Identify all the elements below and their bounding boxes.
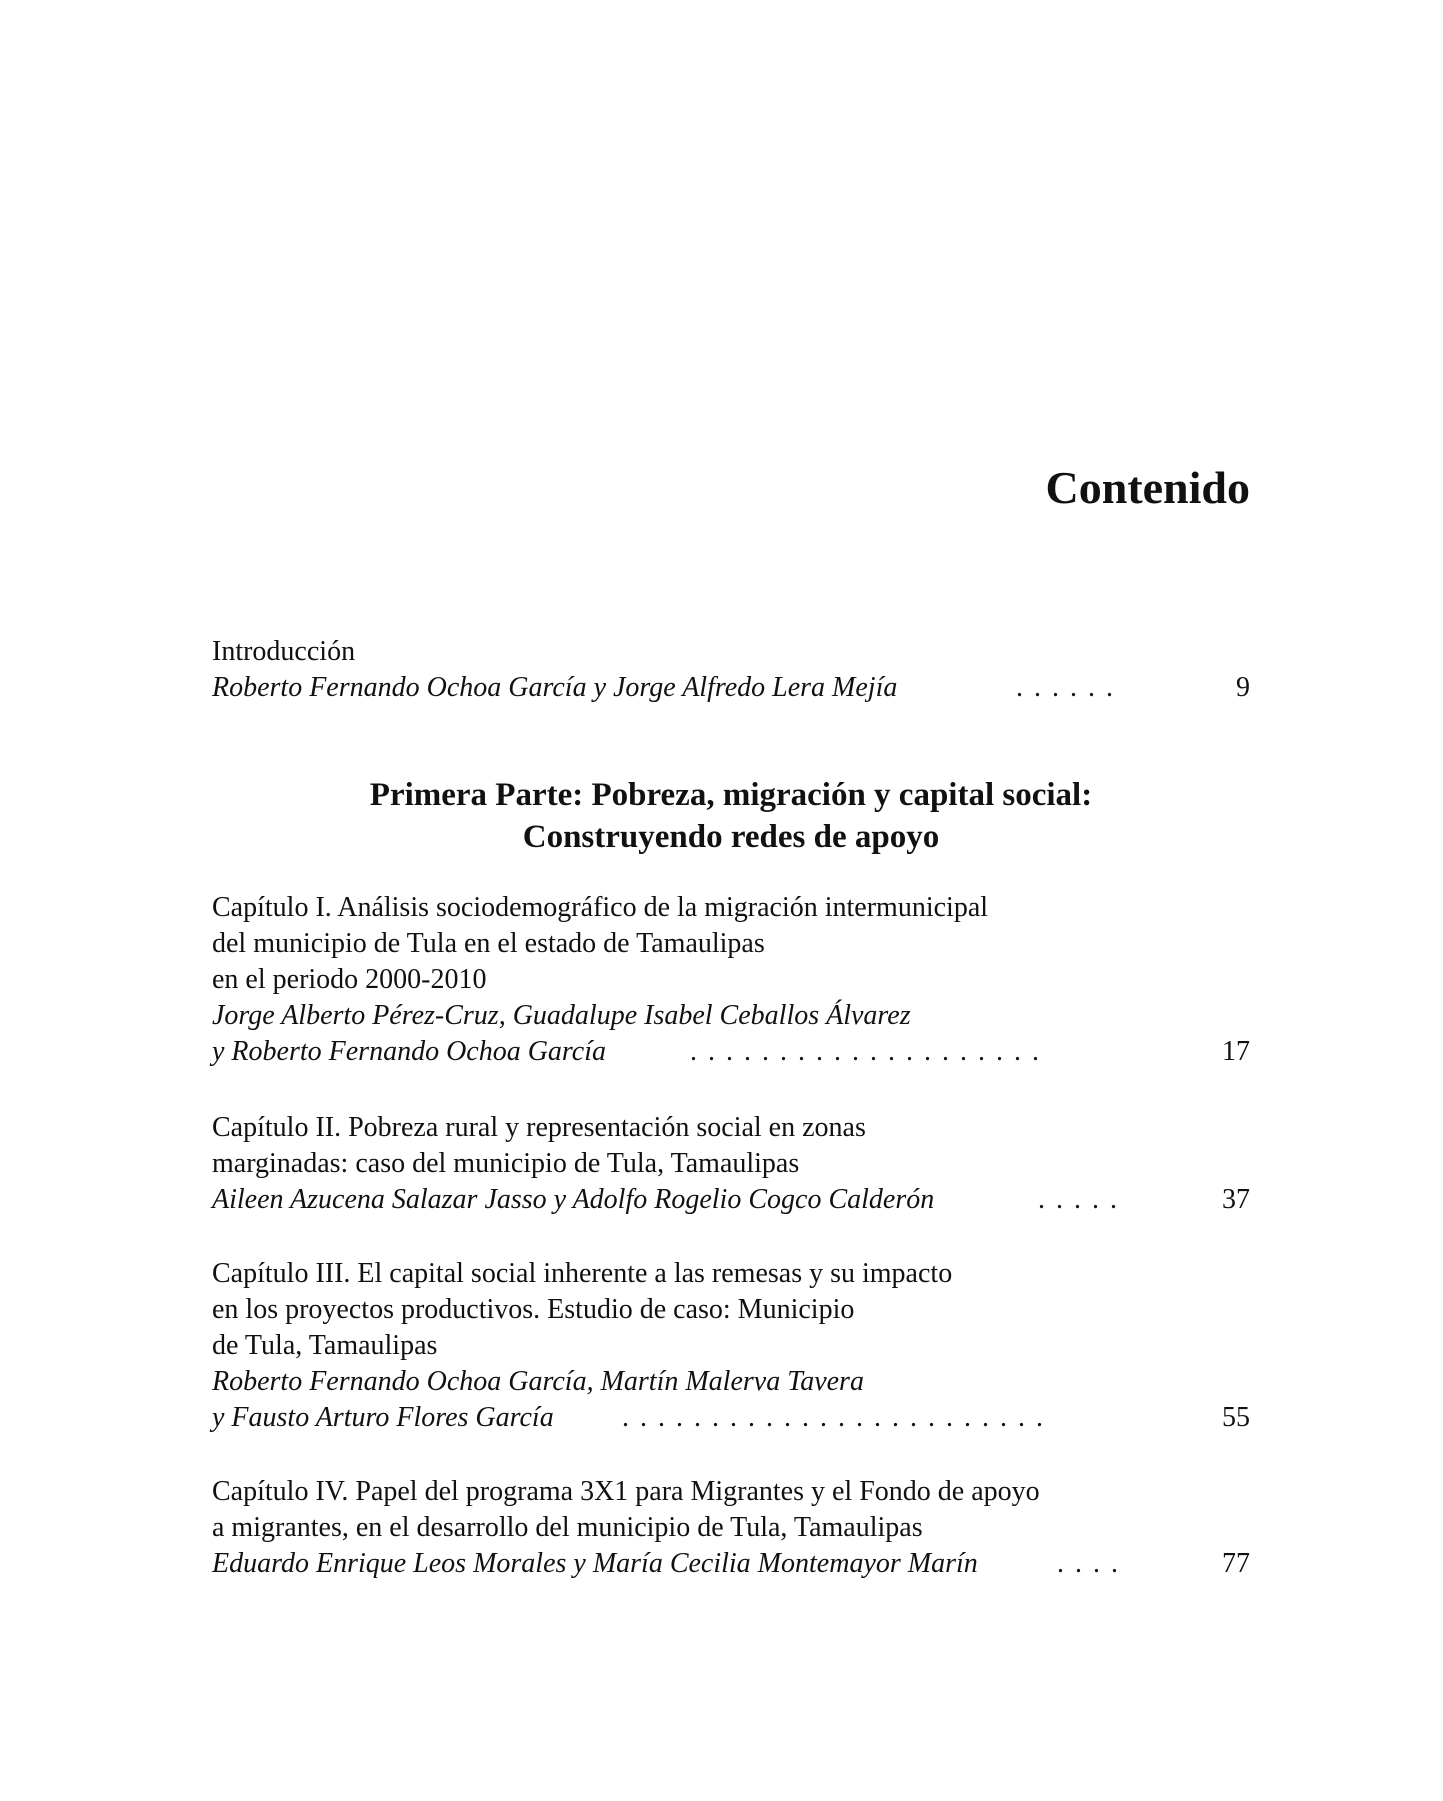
entry-title: del municipio de Tula en el estado de Tamaulipas	[212, 928, 765, 959]
entry-title: Introducción	[212, 636, 356, 667]
entry-title: Capítulo III. El capital social inherente a las remesas y su impacto	[212, 1258, 953, 1289]
entry-title: Capítulo IV. Papel del programa 3X1 para Migrantes y el Fondo de apoyo	[212, 1476, 1040, 1507]
entry-author: Aileen Azucena Salazar Jasso y Adolfo Rogelio Cogco Calderón	[212, 1184, 935, 1215]
entry-title: en los proyectos productivos. Estudio de caso: Municipio	[212, 1294, 855, 1325]
entry-title: en el periodo 2000-2010	[212, 964, 487, 995]
entry-title: a migrantes, en el desarrollo del municipio de Tula, Tamaulipas	[212, 1512, 923, 1543]
entry-title: Capítulo II. Pobreza rural y representación social en zonas	[212, 1112, 866, 1143]
page-number: 9	[1236, 672, 1250, 703]
page-number: 37	[1222, 1184, 1250, 1215]
page-number: 17	[1222, 1036, 1250, 1067]
dot-leader: ......	[1016, 672, 1124, 703]
dot-leader: ....................	[690, 1036, 1050, 1067]
page-number: 77	[1222, 1548, 1250, 1579]
entry-author: y Roberto Fernando Ochoa García	[212, 1036, 606, 1067]
dot-leader: .....	[1038, 1184, 1128, 1215]
entry-author: Eduardo Enrique Leos Morales y María Cecilia Montemayor Marín	[212, 1548, 978, 1579]
entry-title: Capítulo I. Análisis sociodemográfico de la migración intermunicipal	[212, 892, 989, 923]
page-title: Contenido	[1045, 462, 1250, 513]
entry-author: Jorge Alberto Pérez-Cruz, Guadalupe Isabel Ceballos Álvarez	[212, 1000, 911, 1031]
entry-author: Roberto Fernando Ochoa García y Jorge Alfredo Lera Mejía	[212, 672, 898, 703]
entry-author: Roberto Fernando Ochoa García, Martín Malerva Tavera	[212, 1366, 864, 1397]
entry-title: marginadas: caso del municipio de Tula, Tamaulipas	[212, 1148, 800, 1179]
part-heading-line: Construyendo redes de apoyo	[522, 819, 940, 855]
page-number: 55	[1222, 1402, 1250, 1433]
dot-leader: ........................	[622, 1402, 1054, 1433]
part-heading-line: Primera Parte: Pobreza, migración y capital social:	[369, 777, 1093, 813]
dot-leader: ....	[1057, 1548, 1129, 1579]
entry-title: de Tula, Tamaulipas	[212, 1330, 438, 1361]
entry-author: y Fausto Arturo Flores García	[212, 1402, 554, 1433]
